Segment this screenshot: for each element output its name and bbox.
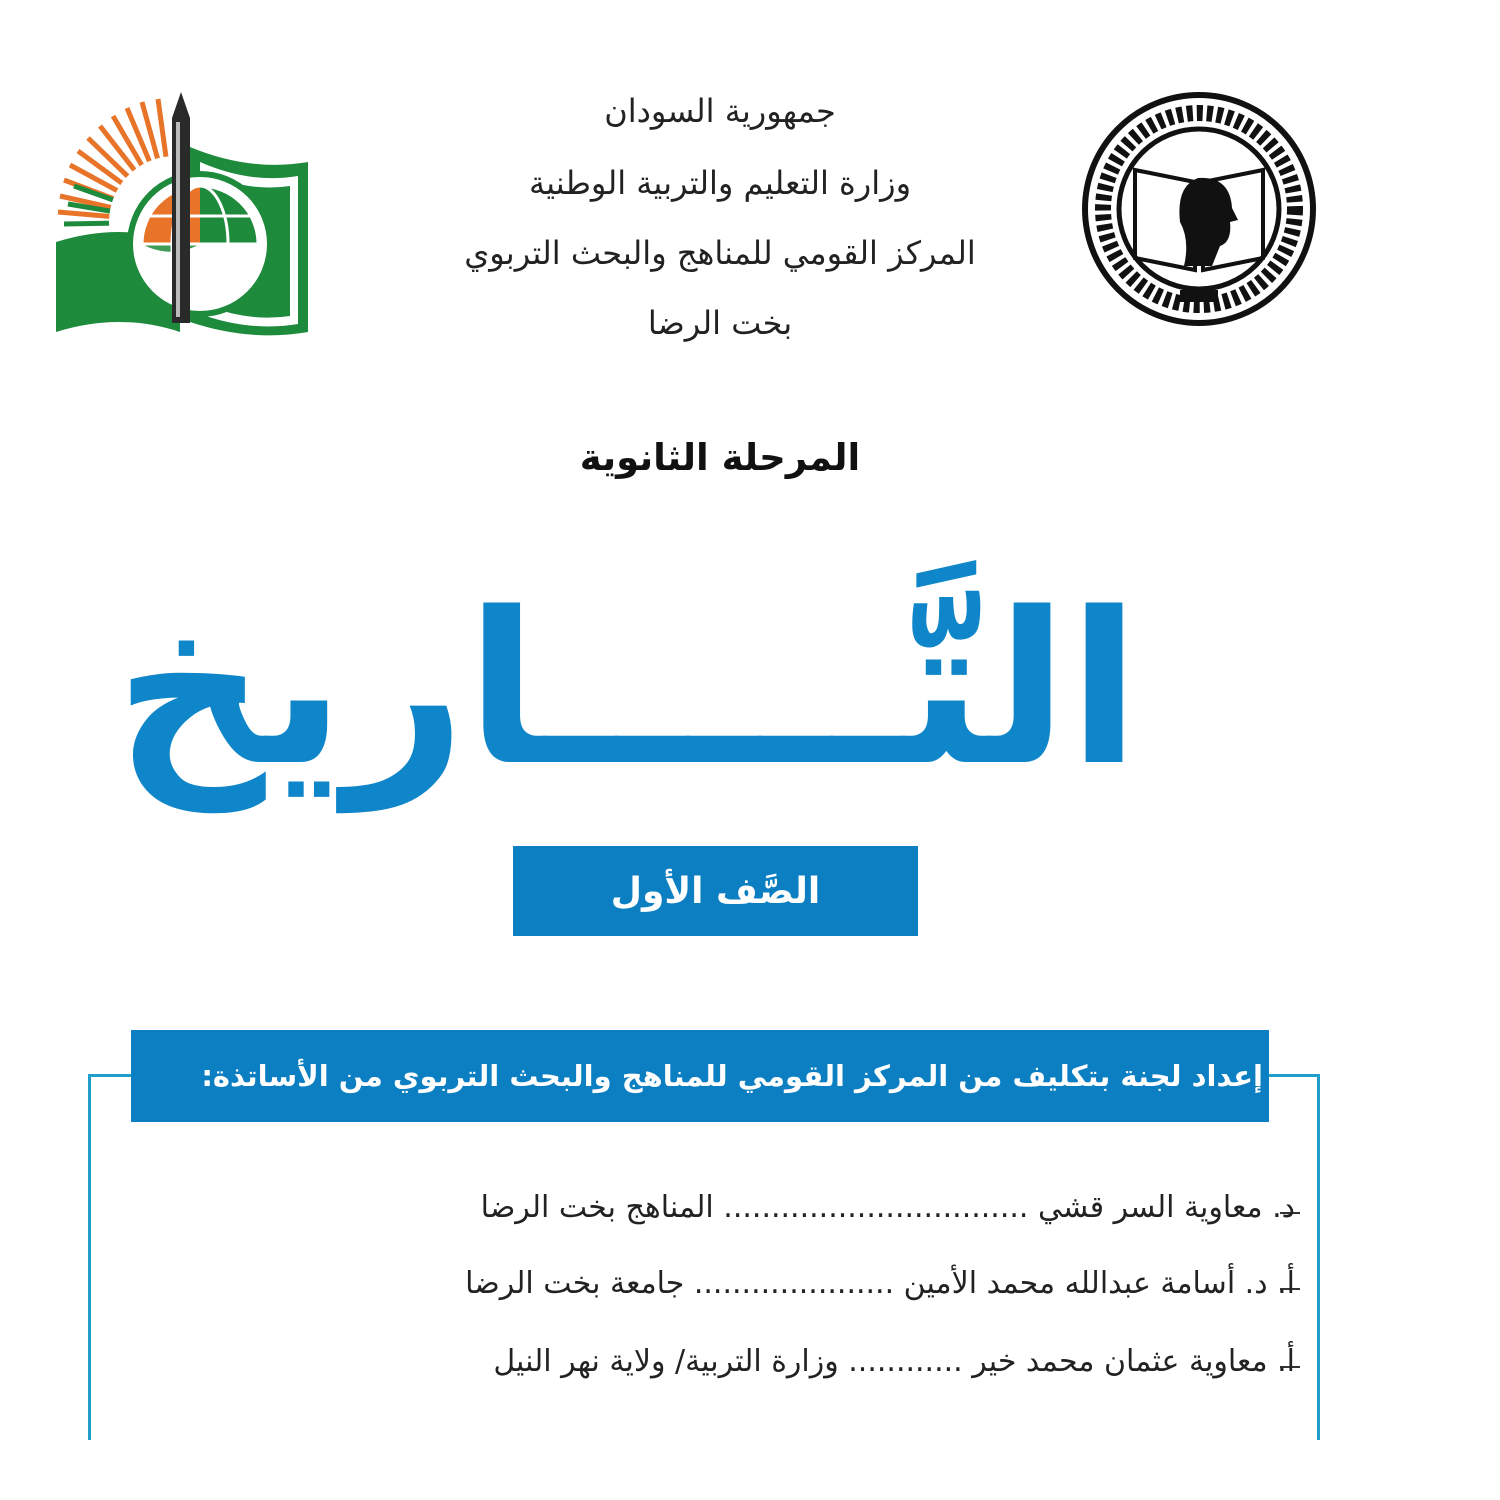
committee-member: د. معاوية السر قشي ................................ المناهج بخت الرضا xyxy=(480,1190,1295,1225)
subject-title: التَّـــــاريخ xyxy=(114,567,1140,812)
committee-member: أ. معاوية عثمان محمد خير ............ وزارة التربية/ ولاية نهر النيل xyxy=(493,1344,1295,1379)
committee-frame xyxy=(88,1074,1320,1440)
stage-title: المرحلة الثانوية xyxy=(579,436,861,479)
header-line-ministry: وزارة التعليم والتربية الوطنية xyxy=(528,164,912,202)
committee-heading-bar xyxy=(131,1030,1269,1122)
header-line-center: المركز القومي للمناهج والبحث التربوي xyxy=(464,234,976,272)
book-silhouette-seal xyxy=(1080,90,1318,328)
flag-globe-pen-logo xyxy=(50,92,312,336)
grade-label: الصَّف الأول xyxy=(610,870,821,912)
committee-heading: إعداد لجنة بتكليف من المركز القومي للمناهج والبحث التربوي من الأساتذة: xyxy=(201,1059,1263,1093)
header-line-republic: جمهورية السودان xyxy=(604,92,836,130)
header-line-location: بخت الرضا xyxy=(647,304,793,342)
grade-banner xyxy=(513,846,918,936)
committee-member: أ. د. أسامة عبدالله محمد الأمين ..................... جامعة بخت الرضا xyxy=(465,1266,1295,1301)
